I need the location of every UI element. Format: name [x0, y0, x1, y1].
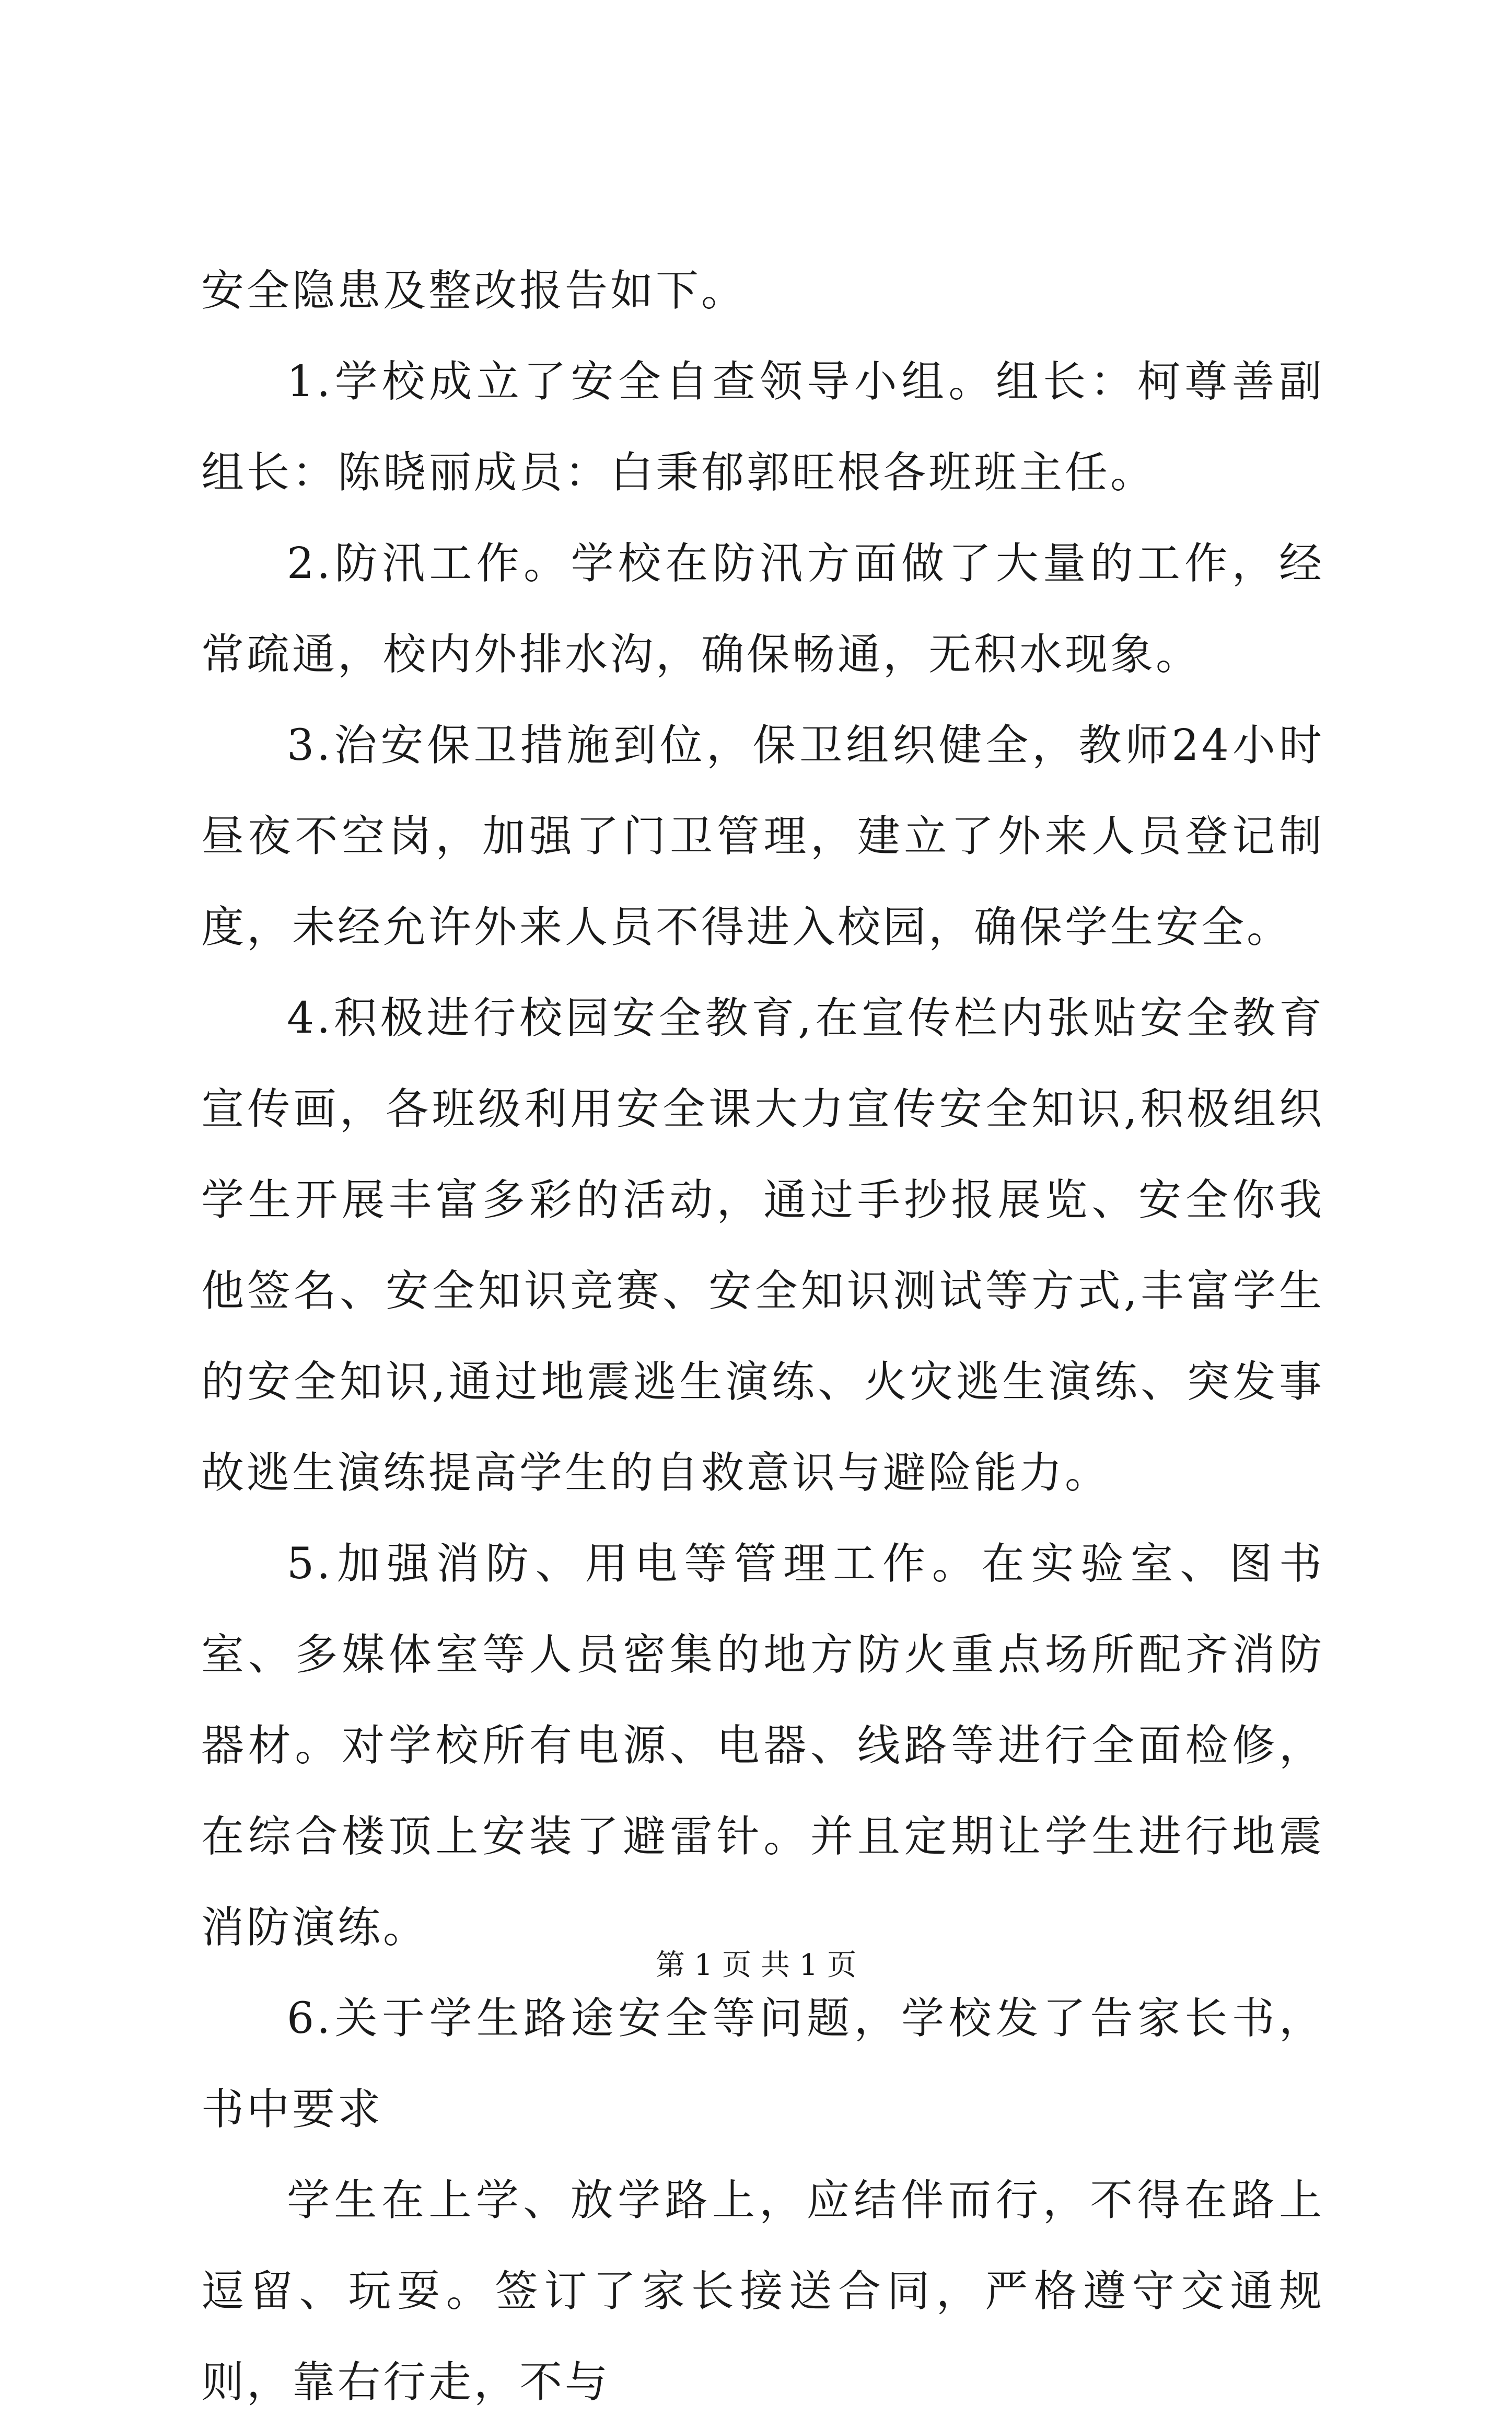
paragraph-intro: 安全隐患及整改报告如下。 [201, 266, 747, 316]
paragraph-5-fire-electricity: 5.加强消防、用电等管理工作。在实验室、图书室、多媒体室等人员密集的地方防火重点场所配齐消防器材。对学校所有电源、电器、线路等进行全面检修，在综合楼顶上安装了避雷针。并且定期让学生进行地震消防演练。 [201, 1539, 1324, 1952]
paragraph-6-continued: 学生在上学、放学路上，应结伴而行，不得在路上逗留、玩耍。签订了家长接送合同，严格遵守交通规则，靠右行走，不与 [201, 2176, 1324, 2407]
paragraph-6-road-safety: 6.关于学生路途安全等问题，学校发了告家长书，书中要求 [201, 1994, 1324, 2134]
page-number-footer: 第 1 页 共 1 页 [655, 1948, 857, 1982]
document-body [201, 246, 1324, 2428]
paragraph-2-flood-prevention: 2.防汛工作。学校在防汛方面做了大量的工作，经常疏通，校内外排水沟，确保畅通，无积水现象。 [201, 539, 1324, 679]
paragraph-4-safety-education: 4.积极进行校园安全教育,在宣传栏内张贴安全教育宣传画，各班级利用安全课大力宣传安全知识,积极组织学生开展丰富多彩的活动，通过手抄报展览、安全你我他签名、安全知识竞赛、安全知识测试等方式,丰富学生的安全知识,通过地震逃生演练、火灾逃生演练、突发事故逃生演练提高学生的自救意识与避险能力。 [201, 993, 1324, 1498]
paragraph-1-leadership-group: 1.学校成立了安全自查领导小组。组长：柯尊善副组长：陈晓丽成员：白秉郁郭旺根各班班主任。 [201, 357, 1324, 498]
paragraph-3-security: 3.治安保卫措施到位，保卫组织健全，教师24小时昼夜不空岗，加强了门卫管理，建立了外来人员登记制度，未经允许外来人员不得进入校园，确保学生安全。 [201, 721, 1324, 952]
